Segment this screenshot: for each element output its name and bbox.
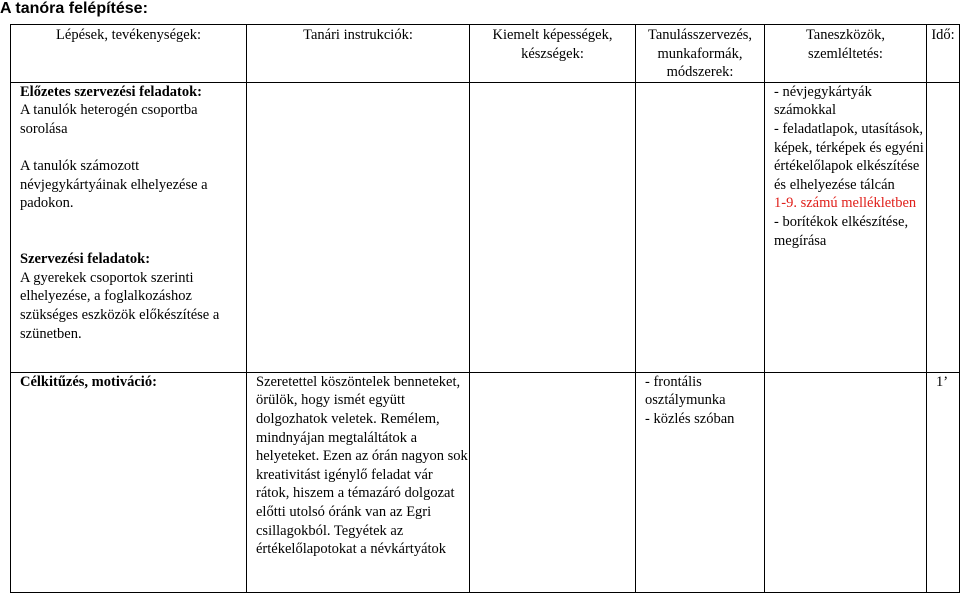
prep-title: Előzetes szervezési feladatok: (20, 83, 202, 100)
tools-item-1: - névjegykártyák számokkal (774, 83, 872, 119)
tools-cell (765, 82, 927, 372)
time-cell (927, 82, 960, 372)
org-title: Szervezési feladatok: (20, 251, 151, 268)
organization-cell (636, 372, 765, 592)
instruction-text: Szeretettel köszöntelek benneteket, örülök, hogy ismét együtt dolgozhatok veletek. Remélem, mindnyájan megtaláltátok a helyeteket. Ezen az órán nagyon sok kreativitást igénylő feladat vár rátok, hiszem a témazáró dolgozat előtti utolsó óránk van az Egri csillagokból. Tegyétek az értékelőlapotokat a névkártyátok (256, 373, 468, 558)
instructions-cell (247, 372, 470, 592)
tools-item-3: - borítékok elkészítése, megírása (774, 213, 909, 249)
page-title: A tanóra felépítése: (0, 0, 148, 17)
table-row (11, 82, 960, 372)
header-row (11, 25, 960, 83)
tools-item-2: - feladatlapok, utasítások, képek, térképek és egyéni értékelőlapok elkészítése és elhelyezése tálcán (774, 120, 924, 193)
header-time: Idő: (927, 25, 960, 83)
header-organization: Tanulásszervezés, munkaformák, módszerek: (636, 25, 765, 83)
lesson-plan-table (10, 24, 960, 593)
tools-cell (765, 372, 927, 592)
steps-cell (11, 372, 247, 592)
steps-cell (11, 82, 247, 372)
org-text: A gyerekek csoportok szerinti elhelyezése, a foglalkozáshoz szükséges eszközök előkészítése a szünetben. (20, 269, 220, 342)
time-value: 1’ (936, 373, 949, 390)
header-instructions: Tanári instrukciók: (247, 25, 470, 83)
prep-line-2: A tanulók számozott névjegykártyáinak elhelyezése a padokon. (20, 158, 208, 212)
tools-annex-ref: 1-9. számú mellékletben (774, 195, 917, 212)
header-tools: Taneszközök, szemléltetés: (765, 25, 927, 83)
time-cell (927, 372, 960, 592)
header-steps: Lépések, tevékenységek: (11, 25, 247, 83)
instructions-cell (247, 82, 470, 372)
org-item-1: - frontális osztálymunka (645, 373, 726, 409)
skills-cell (470, 372, 636, 592)
skills-cell (470, 82, 636, 372)
org-item-2: - közlés szóban (645, 410, 735, 427)
header-skills: Kiemelt képességek, készségek: (470, 25, 636, 83)
table-row (11, 372, 960, 592)
goal-title: Célkitűzés, motiváció: (20, 373, 157, 390)
organization-cell (636, 82, 765, 372)
prep-line-1: A tanulók heterogén csoportba sorolása (20, 102, 198, 137)
